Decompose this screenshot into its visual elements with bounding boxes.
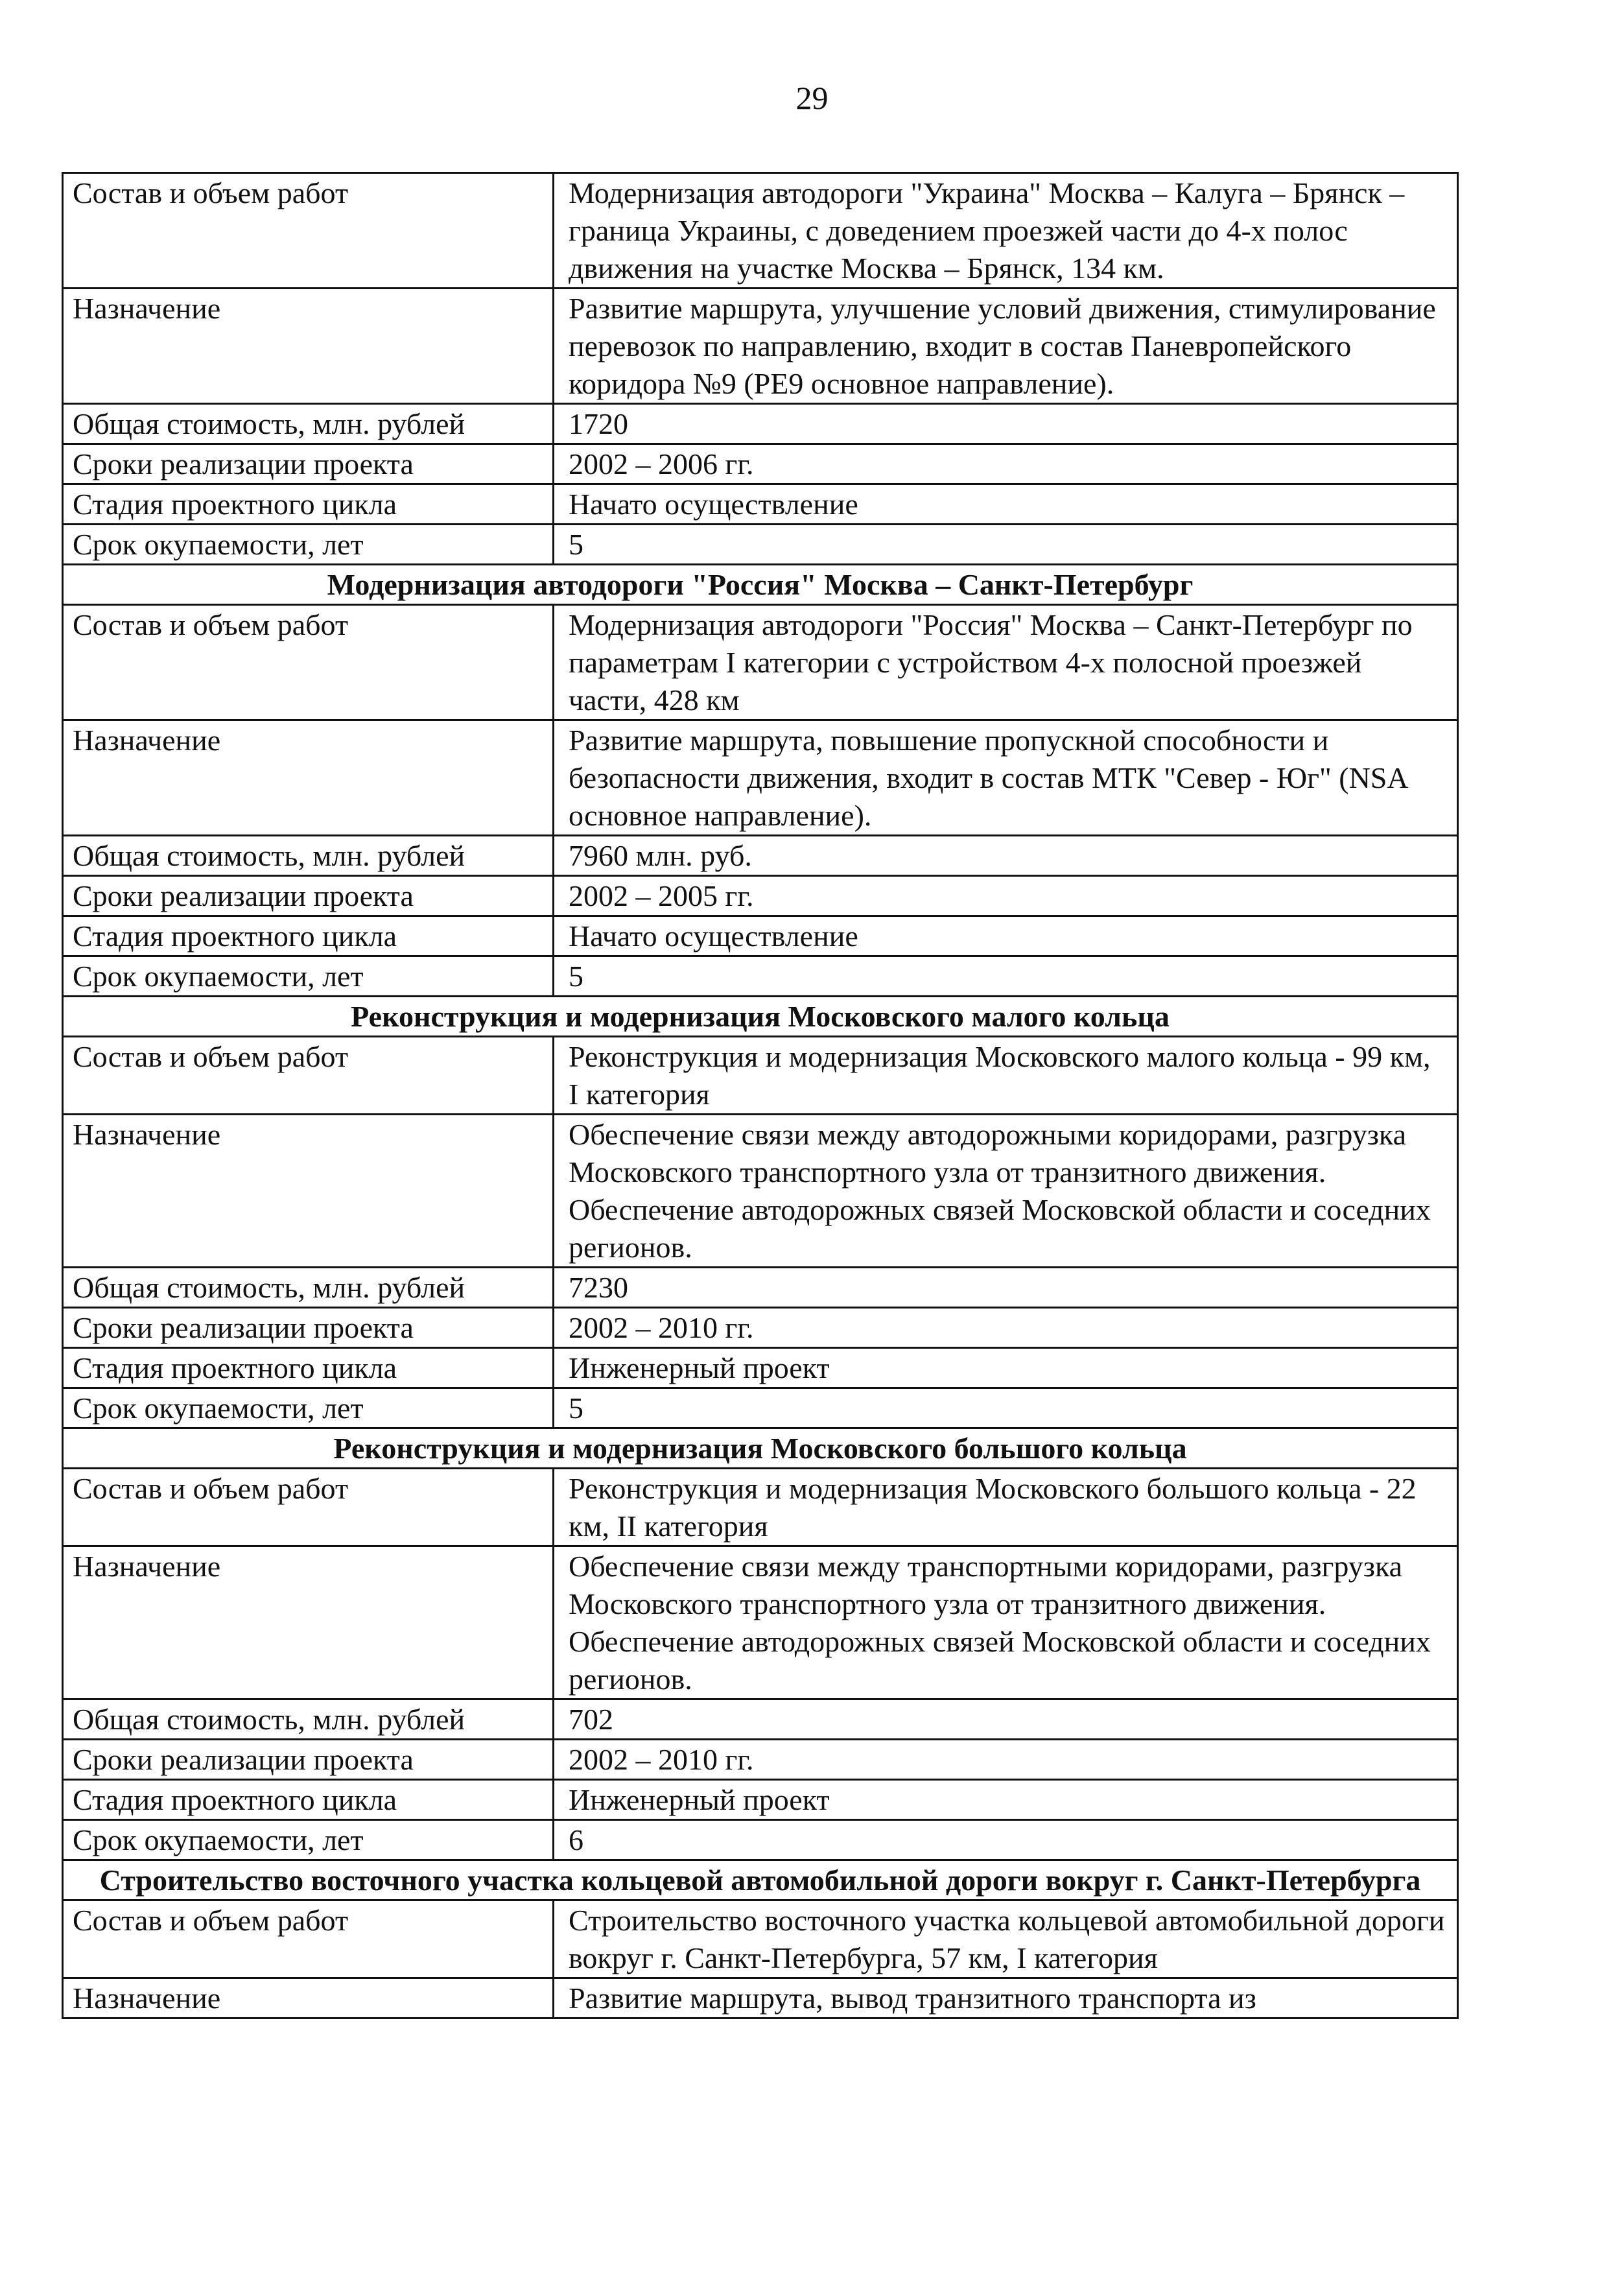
table-row: [63, 1469, 1458, 1546]
row-label: Стадия проектного цикла: [63, 1348, 554, 1388]
row-label: Состав и объем работ: [63, 1469, 554, 1546]
row-label: Сроки реализации проекта: [63, 1308, 554, 1348]
row-label: Состав и объем работ: [63, 605, 554, 720]
row-label: Стадия проектного цикла: [63, 916, 554, 956]
table-row: [63, 404, 1458, 444]
row-label: Состав и объем работ: [63, 1037, 554, 1115]
row-value: 6: [554, 1820, 1458, 1860]
row-label: Сроки реализации проекта: [63, 444, 554, 484]
row-value: 2002 – 2010 гг.: [554, 1308, 1458, 1348]
row-label: Состав и объем работ: [63, 1900, 554, 1978]
row-value: Инженерный проект: [554, 1780, 1458, 1820]
row-value: Развитие маршрута, повышение пропускной способности и безопасности движения, входит в состав МТК "Север - Юг" (NSA основное направление).: [554, 720, 1458, 836]
table-row: [63, 1820, 1458, 1860]
table-row: [63, 1740, 1458, 1780]
table-row: [63, 605, 1458, 720]
table-row: [63, 1037, 1458, 1115]
table-row: [63, 836, 1458, 876]
row-value: 5: [554, 1388, 1458, 1428]
table-row: [63, 1115, 1458, 1268]
row-label: Срок окупаемости, лет: [63, 956, 554, 997]
page-number: 29: [795, 80, 829, 116]
row-value: Развитие маршрута, вывод транзитного транспорта из: [554, 1978, 1458, 2019]
row-label: Назначение: [63, 1115, 554, 1268]
row-value: Реконструкция и модернизация Московского малого кольца - 99 км, I категория: [554, 1037, 1458, 1115]
row-label: Срок окупаемости, лет: [63, 525, 554, 565]
row-value: Реконструкция и модернизация Московского большого кольца - 22 км, II категория: [554, 1469, 1458, 1546]
row-label: Сроки реализации проекта: [63, 1740, 554, 1780]
row-value: 702: [554, 1699, 1458, 1740]
section-header-row: [63, 997, 1458, 1037]
row-value: Строительство восточного участка кольцевой автомобильной дороги вокруг г. Санкт-Петербурга, 57 км, I категория: [554, 1900, 1458, 1978]
row-label: Стадия проектного цикла: [63, 1780, 554, 1820]
row-value: 5: [554, 525, 1458, 565]
table-row: [63, 1348, 1458, 1388]
table-row: [63, 1900, 1458, 1978]
table-row: [63, 525, 1458, 565]
row-value: Начато осуществление: [554, 484, 1458, 525]
table-row: [63, 876, 1458, 916]
table-row: [63, 173, 1458, 289]
row-value: Обеспечение связи между транспортными коридорами, разгрузка Московского транспортного узла от транзитного движения. Обеспечение автодорожных связей Московской области и соседних регионов.: [554, 1546, 1458, 1699]
projects-table-body: [63, 173, 1458, 2019]
table-row: [63, 484, 1458, 525]
row-label: Сроки реализации проекта: [63, 876, 554, 916]
row-value: 1720: [554, 404, 1458, 444]
table-row: [63, 1268, 1458, 1308]
row-value: 7230: [554, 1268, 1458, 1308]
row-value: 2002 – 2005 гг.: [554, 876, 1458, 916]
row-label: Общая стоимость, млн. рублей: [63, 1268, 554, 1308]
table-row: [63, 720, 1458, 836]
section-title: Строительство восточного участка кольцевой автомобильной дороги вокруг г. Санкт-Петербурга: [63, 1860, 1458, 1900]
table-row: [63, 1308, 1458, 1348]
row-label: Стадия проектного цикла: [63, 484, 554, 525]
row-value: Модернизация автодороги "Украина" Москва – Калуга – Брянск – граница Украины, с доведением проезжей части до 4-х полос движения на участке Москва – Брянск, 134 км.: [554, 173, 1458, 289]
table-row: [63, 1388, 1458, 1428]
row-label: Общая стоимость, млн. рублей: [63, 404, 554, 444]
row-label: Назначение: [63, 289, 554, 404]
section-title: Реконструкция и модернизация Московского малого кольца: [63, 997, 1458, 1037]
section-header-row: [63, 565, 1458, 605]
row-value: Обеспечение связи между автодорожными коридорами, разгрузка Московского транспортного узла от транзитного движения. Обеспечение автодорожных связей Московской области и соседних регионов.: [554, 1115, 1458, 1268]
row-value: 7960 млн. руб.: [554, 836, 1458, 876]
row-label: Состав и объем работ: [63, 173, 554, 289]
table-row: [63, 1978, 1458, 2019]
table-row: [63, 916, 1458, 956]
row-value: Модернизация автодороги "Россия" Москва – Санкт-Петербург по параметрам I категории с устройством 4-х полосной проезжей части, 428 км: [554, 605, 1458, 720]
section-title: Модернизация автодороги "Россия" Москва – Санкт-Петербург: [63, 565, 1458, 605]
section-title: Реконструкция и модернизация Московского большого кольца: [63, 1428, 1458, 1469]
table-row: [63, 1546, 1458, 1699]
row-label: Назначение: [63, 720, 554, 836]
section-header-row: [63, 1428, 1458, 1469]
table-row: [63, 1780, 1458, 1820]
row-label: Назначение: [63, 1546, 554, 1699]
table-row: [63, 956, 1458, 997]
row-label: Общая стоимость, млн. рублей: [63, 1699, 554, 1740]
row-label: Срок окупаемости, лет: [63, 1388, 554, 1428]
table-row: [63, 1699, 1458, 1740]
row-value: Инженерный проект: [554, 1348, 1458, 1388]
row-value: 2002 – 2010 гг.: [554, 1740, 1458, 1780]
row-value: Начато осуществление: [554, 916, 1458, 956]
row-label: Общая стоимость, млн. рублей: [63, 836, 554, 876]
row-label: Срок окупаемости, лет: [63, 1820, 554, 1860]
section-header-row: [63, 1860, 1458, 1900]
projects-table: [62, 172, 1459, 2019]
table-row: [63, 444, 1458, 484]
row-value: Развитие маршрута, улучшение условий движения, стимулирование перевозок по направлению, входит в состав Паневропейского коридора №9 (РЕ9 основное направление).: [554, 289, 1458, 404]
row-value: 2002 – 2006 гг.: [554, 444, 1458, 484]
row-value: 5: [554, 956, 1458, 997]
table-row: [63, 289, 1458, 404]
row-label: Назначение: [63, 1978, 554, 2019]
